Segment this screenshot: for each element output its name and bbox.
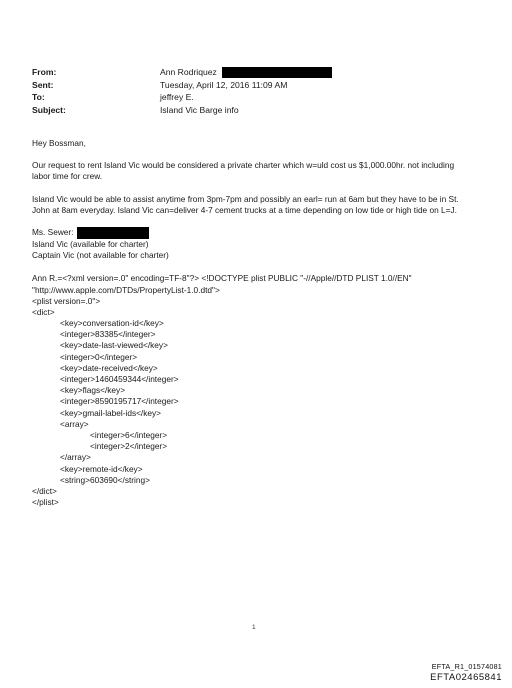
xml-dict-item: <integer>0</integer>	[60, 351, 138, 362]
xml-dict-item: <integer>8590195717</integer>	[60, 396, 179, 407]
xml-dict-item: <key>conversation-id</key>	[60, 318, 164, 329]
signature-line-2: Island Vic (available for charter)	[32, 238, 149, 249]
subject-row	[32, 104, 452, 117]
sent-label: Sent:	[32, 79, 54, 90]
paragraph-1-line-1: Our request to rent Island Vic would be considered a private charter which w=uld cost us $1,000.00hr. not including	[32, 160, 455, 171]
email-body	[32, 138, 482, 508]
xml-dict-item: <string>603690</string>	[60, 474, 150, 485]
xml-array-item: <integer>6</integer>	[90, 429, 168, 440]
from-label: From:	[32, 67, 57, 77]
xml-dict-item: <integer>1460459344</integer>	[60, 374, 179, 384]
email-header	[32, 66, 452, 116]
paragraph-1-line-2: labor time for crew.	[32, 171, 103, 182]
signature-line-3: Captain Vic (not available for charter)	[32, 250, 169, 261]
from-value: Ann Rodriquez	[160, 67, 217, 77]
to-row	[32, 91, 452, 104]
subject-value: Island Vic Barge info	[160, 104, 239, 115]
xml-dict-item: </array>	[60, 452, 91, 463]
xml-dict-item: <key>flags</key>	[60, 385, 126, 396]
xml-line: </dict>	[32, 485, 57, 496]
signature-name-line	[32, 227, 482, 239]
subject-label: Subject:	[32, 104, 66, 115]
sent-value: Tuesday, April 12, 2016 11:09 AM	[160, 79, 288, 90]
page-number: 1	[252, 624, 256, 631]
greeting: Hey Bossman,	[32, 138, 86, 148]
xml-dict-item: <key>date-last-viewed</key>	[60, 340, 168, 351]
xml-dict-item: <array>	[60, 418, 89, 429]
bates-reference-small: EFTA_R1_01574081	[431, 662, 502, 671]
xml-array-item: <integer>2</integer>	[90, 441, 168, 452]
bates-reference-large: EFTA02465841	[430, 672, 502, 683]
paragraph-2-line-1: Island Vic would be able to assist anytime from 3pm-7pm and possibly an earl= run at 6am but they have to be in St.	[32, 193, 459, 204]
xml-dict-item: <key>gmail-label-ids</key>	[60, 407, 161, 418]
xml-block	[32, 273, 482, 508]
to-value: jeffrey E.	[160, 92, 194, 103]
to-label: To:	[32, 92, 45, 103]
redaction-block	[77, 227, 149, 239]
xml-line: </plist>	[32, 497, 59, 508]
xml-line: Ann R.=<?xml version=.0" encoding=TF-8"?> <!DOCTYPE plist PUBLIC "-//Apple//DTD PLIST 1.0//EN"	[32, 273, 412, 284]
from-row	[32, 66, 452, 79]
xml-line: "http://www.apple.com/DTDs/PropertyList-1.0.dtd">	[32, 284, 220, 295]
signature-name: Ms. Sewer:	[32, 227, 74, 238]
xml-dict-item: <key>remote-id</key>	[60, 463, 143, 474]
xml-line: <dict>	[32, 306, 55, 317]
xml-dict-item: <key>date-received</key>	[60, 362, 158, 373]
paragraph-2-line-2: John at 8am everyday. Island Vic can=deliver 4-7 cement trucks at a time depending on low tide or high tide on L=J.	[32, 204, 457, 215]
sent-row	[32, 79, 452, 92]
redaction-block	[222, 67, 332, 78]
xml-dict-item: <integer>83385</integer>	[60, 329, 156, 340]
xml-line: <plist version=.0">	[32, 295, 101, 306]
